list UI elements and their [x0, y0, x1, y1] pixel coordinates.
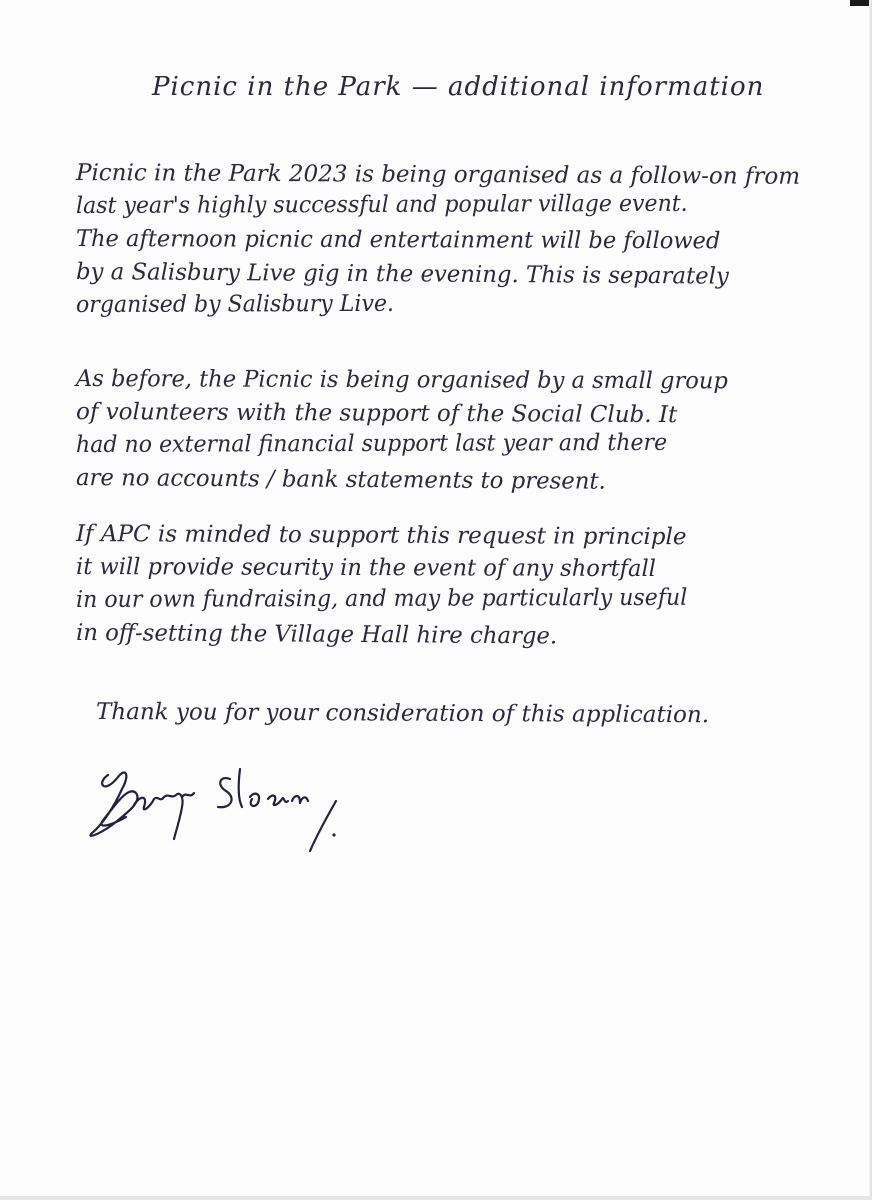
paragraph-line: by a Salisbury Live gig in the evening. This is separately — [75, 259, 729, 290]
letter-title: Picnic in the Park — additional information — [152, 72, 765, 102]
paragraph-line: The afternoon picnic and entertainment will be followed — [75, 226, 721, 255]
handwritten-signature — [78, 755, 358, 865]
signature-stroke — [239, 769, 242, 807]
paragraph-closing — [96, 697, 856, 730]
paragraph-organisers — [76, 364, 836, 496]
signature-stroke — [292, 796, 308, 803]
paragraph-line: Thank you for your consideration of this application. — [95, 699, 710, 729]
signature-stroke — [90, 773, 137, 836]
signature-stroke — [310, 801, 336, 851]
paragraph-line: If APC is minded to support this request in principle — [75, 521, 687, 551]
signature-dot — [332, 833, 335, 836]
paragraph-line: last year's highly successful and popular village event. — [75, 190, 688, 219]
paragraph-line: it will provide security in the event of any shortfall — [75, 554, 656, 583]
paragraph-event-overview — [76, 158, 836, 323]
paragraph-line: of volunteers with the support of the Social Club. It — [75, 399, 678, 429]
paragraph-line: organised by Salisbury Live. — [75, 290, 395, 318]
paragraph-line: are no accounts / bank statements to present. — [75, 465, 606, 495]
paragraph-line: As before, the Picnic is being organised by a small group — [75, 366, 728, 395]
paragraph-line: in our own fundraising, and may be particularly useful — [75, 584, 688, 613]
signature-stroke — [268, 796, 288, 806]
signature-drawing — [78, 755, 358, 865]
signature-stroke — [134, 794, 183, 839]
paragraph-line: Picnic in the Park 2023 is being organised as a follow-on from — [75, 160, 801, 190]
signature-stroke — [218, 778, 232, 807]
signature-stroke — [182, 793, 194, 797]
scan-edge-bottom — [0, 1196, 872, 1200]
paragraph-line: had no external financial support last year and there — [75, 429, 668, 458]
paragraph-line: in off-setting the Village Hall hire charge. — [75, 620, 558, 650]
paragraph-funding-request — [76, 519, 836, 651]
signature-stroke — [250, 794, 259, 806]
